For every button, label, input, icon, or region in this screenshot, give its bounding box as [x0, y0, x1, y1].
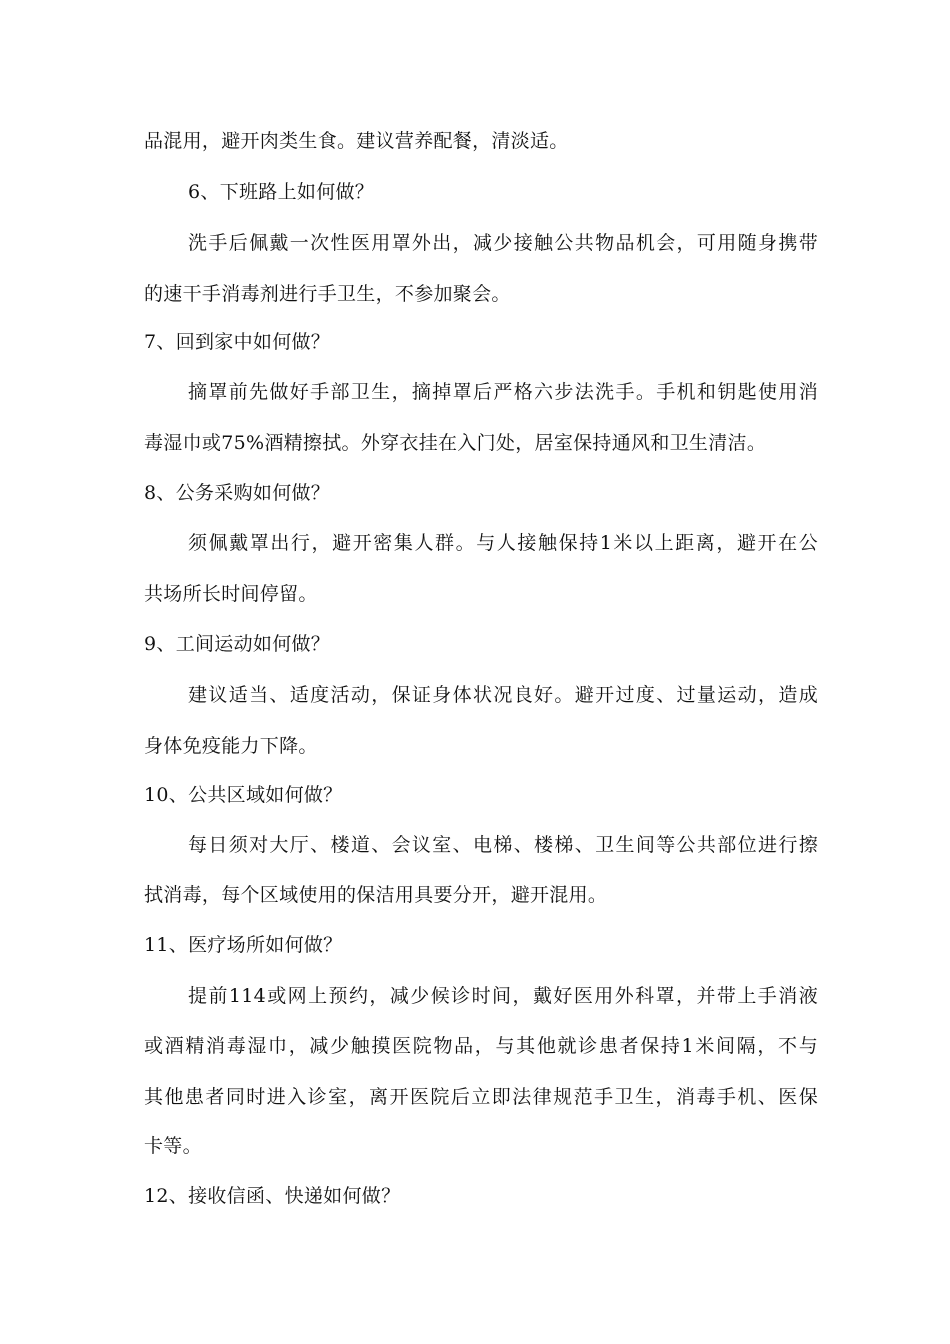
paragraph-line: 洗手后佩戴一次性医用罩外出，减少接触公共物品机会，可用随身携带	[188, 232, 818, 254]
section-heading-8: 8、公务采购如何做？	[144, 482, 331, 504]
section-heading-12: 12、接收信函、快递如何做？	[144, 1185, 401, 1207]
section-heading-6: 6、下班路上如何做？	[188, 181, 375, 203]
paragraph-line: 的速干手消毒剂进行手卫生，不参加聚会。	[144, 283, 511, 305]
section-heading-9: 9、工间运动如何做？	[144, 633, 331, 655]
paragraph-line: 毒湿巾或75%酒精擦拭。外穿衣挂在入门处，居室保持通风和卫生清洁。	[144, 432, 767, 454]
paragraph-line: 其他患者同时进入诊室，离开医院后立即法律规范手卫生，消毒手机、医保	[144, 1086, 818, 1108]
paragraph-line: 身体免疫能力下降。	[144, 735, 318, 757]
section-heading-10: 10、公共区域如何做？	[144, 784, 343, 806]
paragraph-line: 拭消毒，每个区域使用的保洁用具要分开，避开混用。	[144, 884, 608, 906]
paragraph-line: 每日须对大厅、楼道、会议室、电梯、楼梯、卫生间等公共部位进行擦	[188, 834, 818, 856]
paragraph-line: 建议适当、适度活动，保证身体状况良好。避开过度、过量运动，造成	[188, 684, 818, 706]
paragraph-line: 品混用，避开肉类生食。建议营养配餐，清淡适。	[144, 130, 569, 152]
paragraph-line: 卡等。	[144, 1135, 202, 1157]
section-heading-7: 7、回到家中如何做？	[144, 331, 331, 353]
paragraph-line: 或酒精消毒湿巾，减少触摸医院物品，与其他就诊患者保持1米间隔，不与	[144, 1035, 818, 1057]
paragraph-line: 摘罩前先做好手部卫生，摘掉罩后严格六步法洗手。手机和钥匙使用消	[188, 381, 818, 403]
section-heading-11: 11、医疗场所如何做？	[144, 934, 343, 956]
paragraph-line: 须佩戴罩出行，避开密集人群。与人接触保持1米以上距离，避开在公	[188, 532, 818, 554]
paragraph-line: 提前114或网上预约，减少候诊时间，戴好医用外科罩，并带上手消液	[188, 985, 818, 1007]
paragraph-line: 共场所长时间停留。	[144, 583, 318, 605]
